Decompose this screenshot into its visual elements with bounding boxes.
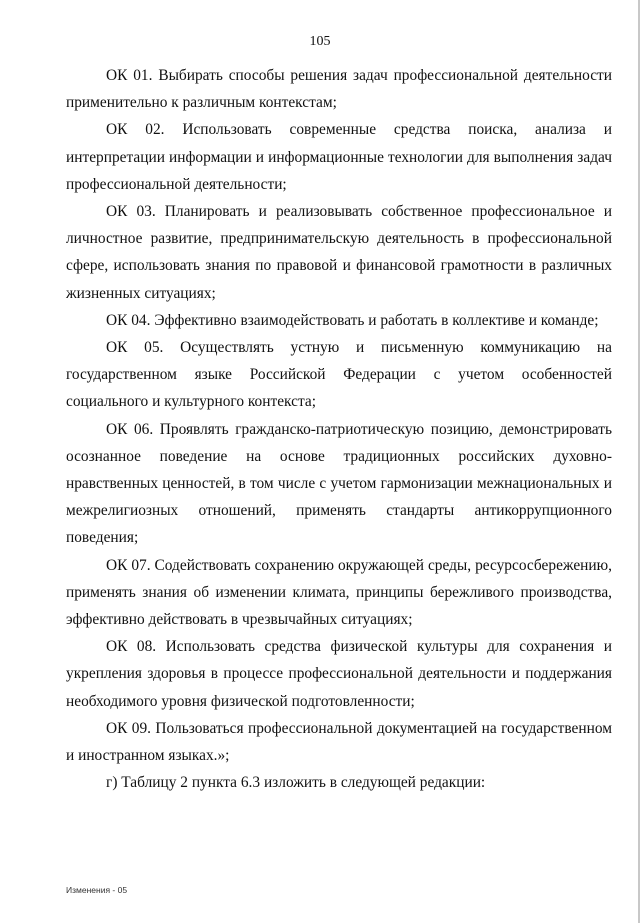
paragraph-ok-08: ОК 08. Использовать средства физической культуры для сохранения и укрепления здоровья в процессе профессиональной деятельности и поддержания необходимого уровня физической подготовленности; [66, 638, 612, 710]
paragraph-ok-05: ОК 05. Осуществлять устную и письменную коммуникацию на государственном языке Российской Федерации с учетом особенностей социального и культурного контекста; [66, 339, 612, 411]
paragraph-table-instruction: г) Таблицу 2 пункта 6.3 изложить в следующей редакции: [106, 774, 486, 792]
paragraph-ok-09: ОК 09. Пользоваться профессиональной документацией на государственном и иностранном языках.»; [66, 719, 612, 765]
page-footer: Изменения - 05 [66, 885, 128, 895]
paragraph-ok-03: ОК 03. Планировать и реализовывать собственное профессиональное и личностное развитие, предпринимательскую деятельность в профессиональной сфере, использовать знания по правовой и финансовой грамотности в различных жизненных ситуациях; [66, 203, 612, 302]
paragraph-ok-01: ОК 01. Выбирать способы решения задач профессиональной деятельности применительно к различным контекстам; [66, 67, 612, 112]
document-body [66, 62, 612, 796]
paragraph-ok-04: ОК 04. Эффективно взаимодействовать и работать в коллективе и команде; [106, 311, 599, 329]
paragraph-ok-06: ОК 06. Проявлять гражданско-патриотическую позицию, демонстрировать осознанное поведение на основе традиционных российских духовно-нравственных ценностей, в том числе с учетом гармонизации межнациональных и межрелигиозных отношений, применять стандарты антикоррупционного поведения; [66, 420, 612, 547]
page-number: 105 [309, 34, 331, 49]
paragraph-ok-07: ОК 07. Содействовать сохранению окружающей среды, ресурсосбережению, применять знания об изменении климата, принципы бережливого производства, эффективно действовать в чрезвычайных ситуациях; [66, 556, 612, 629]
paragraph-ok-02: ОК 02. Использовать современные средства поиска, анализа и интерпретации информации и информационные технологии для выполнения задач профессиональной деятельности; [66, 121, 612, 193]
